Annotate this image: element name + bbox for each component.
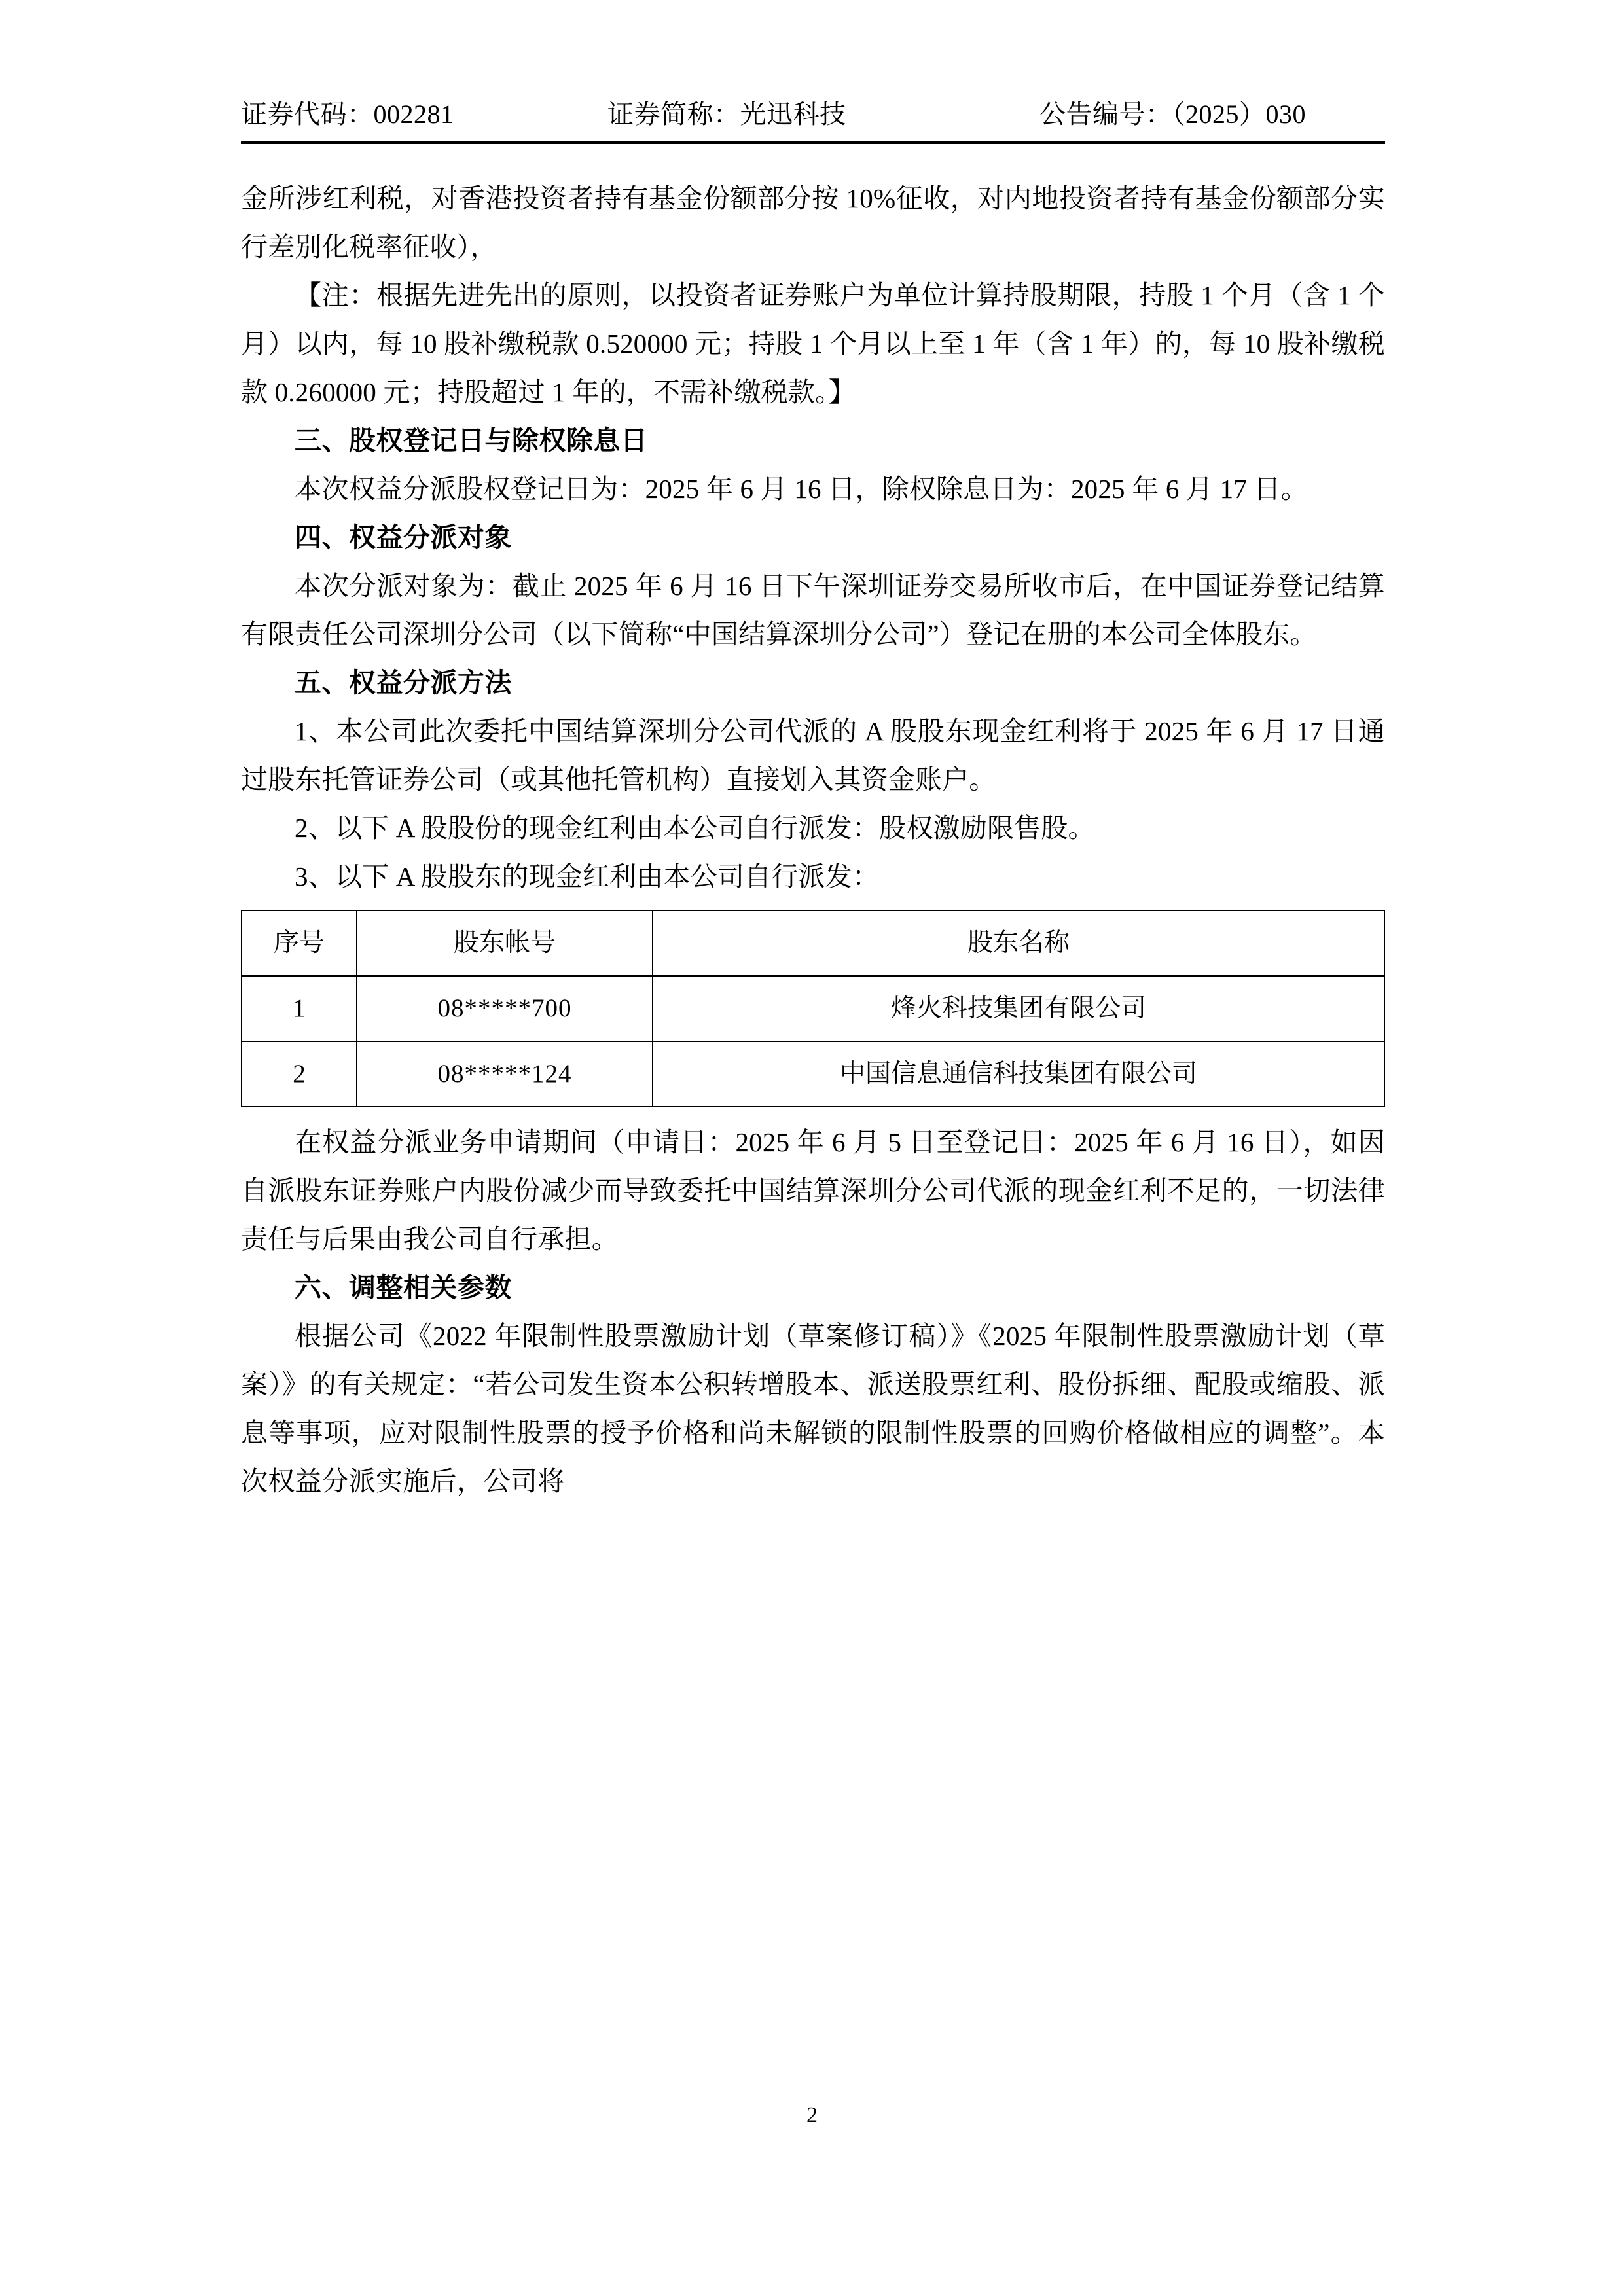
section-5-closing-paragraph: 在权益分派业务申请期间（申请日：2025 年 6 月 5 日至登记日：2025 年 6 月 16 日），如因自派股东证券账户内股份减少而导致委托中国结算深圳分公司代派的现金红利不足的，一切法律责任与后果由我公司自行承担。	[241, 1127, 1385, 1254]
column-header-index: 序号	[242, 910, 357, 976]
section-3-paragraph: 本次权益分派股权登记日为：2025 年 6 月 16 日，除权除息日为：2025 年 6 月 17 日。	[295, 474, 1308, 504]
page-number: 2	[806, 2103, 818, 2127]
cell-account: 08*****124	[357, 1041, 653, 1107]
cell-index: 1	[242, 976, 357, 1041]
column-header-account: 股东帐号	[357, 910, 653, 976]
cell-index: 2	[242, 1041, 357, 1107]
note-paragraph: 【注：根据先进先出的原则，以投资者证券账户为单位计算持股期限，持股 1 个月（含 1 个月）以内，每 10 股补缴税款 0.520000 元；持股 1 个月以上至 1 年（含 1 年）的，每 10 股补缴税款 0.260000 元；持股超过 1 年的，不需补缴税款。】	[241, 280, 1385, 407]
section-heading-4: 四、权益分派对象	[295, 522, 512, 552]
section-4-paragraph: 本次分派对象为：截止 2025 年 6 月 16 日下午深圳证券交易所收市后，在中国证券登记结算有限责任公司深圳分公司（以下简称“中国结算深圳分公司”）登记在册的本公司全体股东。	[241, 571, 1385, 649]
section-5-item-2: 2、以下 A 股股份的现金红利由本公司自行派发：股权激励限售股。	[295, 813, 1095, 843]
table-header-row	[242, 910, 1384, 976]
section-heading-6: 六、调整相关参数	[295, 1272, 512, 1302]
shareholder-table	[241, 910, 1385, 1107]
section-heading-5: 五、权益分派方法	[295, 668, 512, 698]
cell-name: 中国信息通信科技集团有限公司	[653, 1041, 1384, 1107]
announcement-number: 公告编号：（2025）030	[1039, 99, 1306, 129]
continued-paragraph: 金所涉红利税，对香港投资者持有基金份额部分按 10%征收，对内地投资者持有基金份额部分实行差别化税率征收），	[241, 183, 1385, 262]
security-code: 证券代码：002281	[241, 99, 454, 129]
table-row	[242, 1041, 1384, 1107]
page-content	[241, 98, 1385, 1505]
header-divider	[241, 141, 1385, 144]
section-5-item-1: 1、本公司此次委托中国结算深圳分公司代派的 A 股股东现金红利将于 2025 年 6 月 17 日通过股东托管证券公司（或其他托管机构）直接划入其资金账户。	[241, 716, 1385, 795]
section-heading-3: 三、股权登记日与除权除息日	[295, 425, 648, 456]
section-6-paragraph: 根据公司《2022 年限制性股票激励计划（草案修订稿）》《2025 年限制性股票激励计划（草案）》的有关规定：“若公司发生资本公积转增股本、派送股票红利、股份拆细、配股或缩股、派息等事项，应对限制性股票的授予价格和尚未解锁的限制性股票的回购价格做相应的调整”。本次权益分派实施后，公司将	[241, 1321, 1385, 1496]
running-header	[241, 98, 1385, 131]
cell-name: 烽火科技集团有限公司	[653, 976, 1384, 1041]
security-abbreviation: 证券简称：光迅科技	[607, 99, 846, 129]
table-row	[242, 976, 1384, 1041]
cell-account: 08*****700	[357, 976, 653, 1041]
section-5-item-3: 3、以下 A 股股东的现金红利由本公司自行派发：	[295, 861, 880, 891]
document-body	[241, 174, 1385, 1505]
column-header-name: 股东名称	[653, 910, 1384, 976]
